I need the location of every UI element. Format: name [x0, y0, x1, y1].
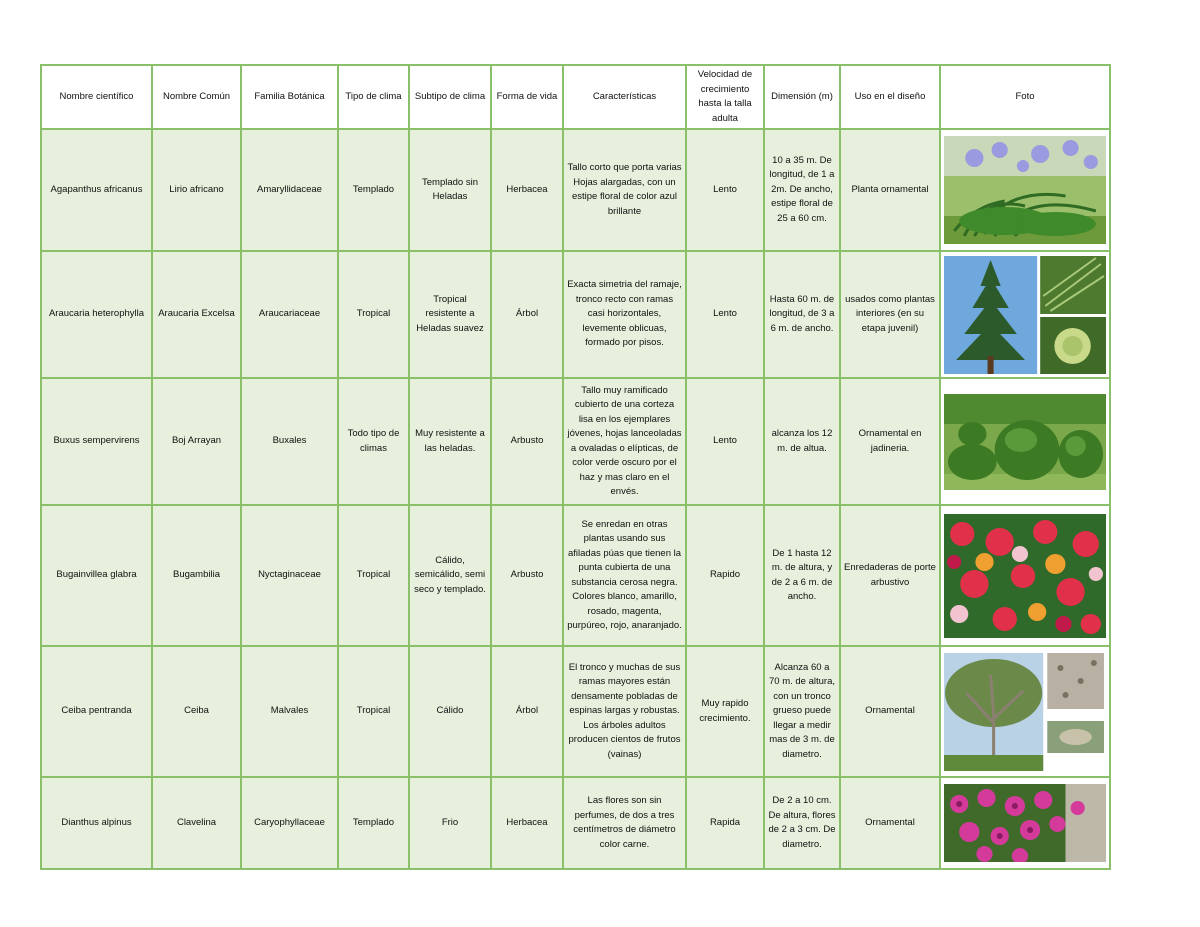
- cell-uso: Ornamental: [840, 777, 940, 869]
- cell-clima: Tropical: [338, 505, 409, 646]
- header-foto: Foto: [940, 65, 1110, 129]
- plant-table: [40, 64, 1111, 870]
- cell-forma: Árbol: [491, 251, 563, 378]
- cell-velocidad: Muy rapido crecimiento.: [686, 646, 764, 777]
- header-caracteristicas: Características: [563, 65, 686, 129]
- cell-foto: [940, 777, 1110, 869]
- cell-subtipo: Cálido: [409, 646, 491, 777]
- cell-subtipo: Tropical resistente a Heladas suavez: [409, 251, 491, 378]
- cell-cientifico: Ceiba pentranda: [41, 646, 152, 777]
- table-row: [41, 378, 1110, 505]
- cell-cientifico: Araucaria heterophylla: [41, 251, 152, 378]
- cell-uso: Ornamental: [840, 646, 940, 777]
- cell-uso: Planta ornamental: [840, 129, 940, 251]
- cell-uso: Enredaderas de porte arbustivo: [840, 505, 940, 646]
- buxus-photo: [944, 394, 1106, 490]
- cell-familia: Buxales: [241, 378, 338, 505]
- cell-foto: [940, 129, 1110, 251]
- cell-forma: Arbusto: [491, 505, 563, 646]
- header-familia: Familia Botánica: [241, 65, 338, 129]
- table-row: [41, 505, 1110, 646]
- cell-velocidad: Lento: [686, 378, 764, 505]
- cell-foto: [940, 505, 1110, 646]
- cell-subtipo: Muy resistente a las heladas.: [409, 378, 491, 505]
- cell-caracteristicas: Se enredan en otras plantas usando sus afiladas púas que tienen la punta cubierta de una substancia cerosa negra. Colores blanco, amarillo, rosado, magenta, purpúreo, rojo, anaranjado.: [563, 505, 686, 646]
- dianthus-photo: [944, 784, 1106, 862]
- cell-forma: Árbol: [491, 646, 563, 777]
- header-uso: Uso en el diseño: [840, 65, 940, 129]
- header-forma: Forma de vida: [491, 65, 563, 129]
- cell-clima: Tropical: [338, 251, 409, 378]
- cell-caracteristicas: Tallo corto que porta varias Hojas alargadas, con un estipe floral de color azul brillante: [563, 129, 686, 251]
- cell-clima: Templado: [338, 777, 409, 869]
- cell-caracteristicas: El tronco y muchas de sus ramas mayores están densamente pobladas de espinas largas y robustas. Los árboles adultos producen cientos de frutos (vainas): [563, 646, 686, 777]
- cell-comun: Lirio africano: [152, 129, 241, 251]
- cell-velocidad: Lento: [686, 251, 764, 378]
- agapanthus-photo: [944, 136, 1106, 244]
- cell-velocidad: Rapido: [686, 505, 764, 646]
- cell-clima: Todo tipo de climas: [338, 378, 409, 505]
- cell-dimension: De 1 hasta 12 m. de altura, y de 2 a 6 m. de ancho.: [764, 505, 840, 646]
- header-clima: Tipo de clima: [338, 65, 409, 129]
- cell-cientifico: Agapanthus africanus: [41, 129, 152, 251]
- table-row: [41, 251, 1110, 378]
- cell-foto: [940, 251, 1110, 378]
- cell-caracteristicas: Tallo muy ramificado cubierto de una corteza lisa en los ejemplares jóvenes, hojas lanceoladas a ovaladas o elípticas, de color verde oscuro por el haz y mas claro en el envés.: [563, 378, 686, 505]
- cell-caracteristicas: Exacta simetria del ramaje, tronco recto con ramas casi horizontales, levemente oblicuas, formado por pisos.: [563, 251, 686, 378]
- header-dimension: Dimensión (m): [764, 65, 840, 129]
- cell-comun: Boj Arrayan: [152, 378, 241, 505]
- cell-dimension: Alcanza 60 a 70 m. de altura, con un tronco grueso puede llegar a medir mas de 3 m. de diametro.: [764, 646, 840, 777]
- table-row: [41, 646, 1110, 777]
- cell-cientifico: Dianthus alpinus: [41, 777, 152, 869]
- cell-foto: [940, 378, 1110, 505]
- cell-cientifico: Bugainvillea glabra: [41, 505, 152, 646]
- cell-familia: Malvales: [241, 646, 338, 777]
- cell-comun: Araucaria Excelsa: [152, 251, 241, 378]
- cell-clima: Templado: [338, 129, 409, 251]
- cell-comun: Ceiba: [152, 646, 241, 777]
- ceiba-photo: [944, 653, 1106, 771]
- cell-subtipo: Templado sin Heladas: [409, 129, 491, 251]
- cell-forma: Herbacea: [491, 777, 563, 869]
- cell-familia: Araucariaceae: [241, 251, 338, 378]
- cell-familia: Amaryllidaceae: [241, 129, 338, 251]
- cell-familia: Nyctaginaceae: [241, 505, 338, 646]
- cell-uso: usados como plantas interiores (en su etapa juvenil): [840, 251, 940, 378]
- cell-forma: Arbusto: [491, 378, 563, 505]
- cell-velocidad: Lento: [686, 129, 764, 251]
- cell-cientifico: Buxus sempervirens: [41, 378, 152, 505]
- cell-caracteristicas: Las flores son sin perfumes, de dos a tres centímetros de diámetro color carne.: [563, 777, 686, 869]
- cell-dimension: Hasta 60 m. de longitud, de 3 a 6 m. de ancho.: [764, 251, 840, 378]
- table-row: [41, 129, 1110, 251]
- cell-subtipo: Frio: [409, 777, 491, 869]
- header-comun: Nombre Común: [152, 65, 241, 129]
- header-row: [41, 65, 1110, 129]
- cell-uso: Ornamental en jadineria.: [840, 378, 940, 505]
- cell-forma: Herbacea: [491, 129, 563, 251]
- cell-comun: Bugambilia: [152, 505, 241, 646]
- cell-foto: [940, 646, 1110, 777]
- cell-comun: Clavelina: [152, 777, 241, 869]
- header-cientifico: Nombre científico: [41, 65, 152, 129]
- table-row: [41, 777, 1110, 869]
- cell-clima: Tropical: [338, 646, 409, 777]
- header-velocidad: Velocidad de crecimiento hasta la talla adulta: [686, 65, 764, 129]
- cell-velocidad: Rapida: [686, 777, 764, 869]
- cell-dimension: alcanza los 12 m. de altua.: [764, 378, 840, 505]
- cell-dimension: 10 a 35 m. De longitud, de 1 a 2m. De ancho, estipe floral de 25 a 60 cm.: [764, 129, 840, 251]
- cell-dimension: De 2 a 10 cm. De altura, flores de 2 a 3 cm. De diametro.: [764, 777, 840, 869]
- araucaria-photo: [944, 256, 1106, 374]
- cell-familia: Caryophyllaceae: [241, 777, 338, 869]
- bougainvillea-photo: [944, 514, 1106, 638]
- header-subtipo: Subtipo de clima: [409, 65, 491, 129]
- cell-subtipo: Cálido, semicálido, semi seco y templado.: [409, 505, 491, 646]
